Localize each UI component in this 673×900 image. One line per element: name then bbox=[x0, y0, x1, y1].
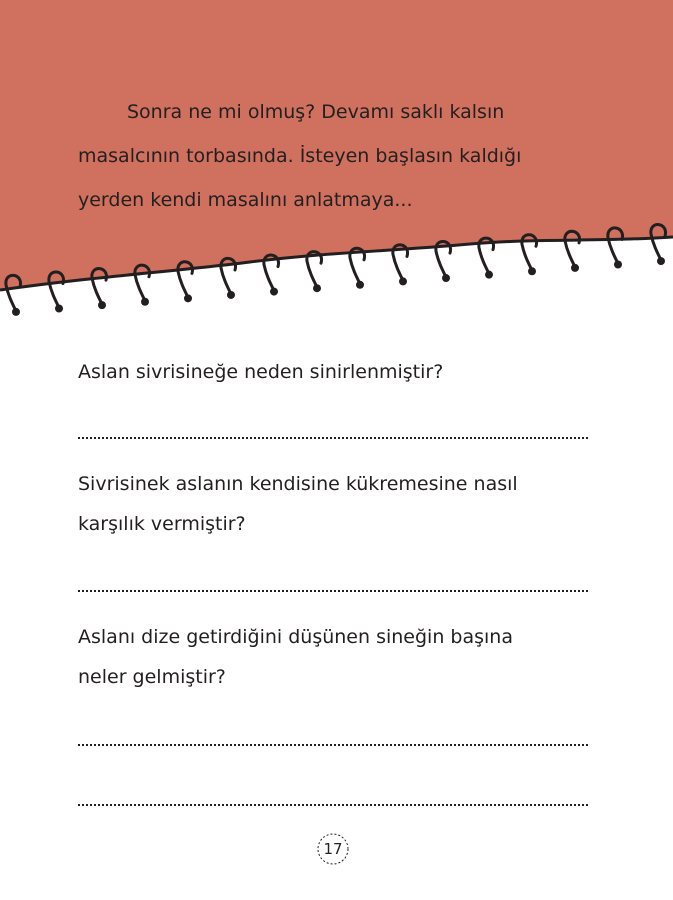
spiral-hole bbox=[528, 267, 536, 275]
question-text: Sivrisinek aslanın kendisine kükremesine nasıl bbox=[78, 473, 518, 495]
spiral-hole bbox=[270, 288, 278, 296]
question-text: karşılık vermiştir? bbox=[78, 513, 246, 535]
question-1 bbox=[78, 352, 598, 392]
page-number-text: 17 bbox=[323, 840, 343, 858]
answer-line-3[interactable] bbox=[78, 744, 588, 746]
spiral-hole bbox=[442, 274, 450, 282]
spiral-hole bbox=[399, 277, 407, 285]
intro-line: masalcının torbasında. İsteyen başlasın kaldığı bbox=[78, 145, 522, 167]
spiral-hole bbox=[614, 260, 622, 268]
spiral-hole bbox=[141, 298, 149, 306]
spiral-hole bbox=[227, 291, 235, 299]
spiral-hole bbox=[98, 301, 106, 309]
question-text: Aslanı dize getirdiğini düşünen sineğin başına bbox=[78, 626, 513, 648]
spiral-hole bbox=[55, 305, 63, 313]
intro-line: Sonra ne mi olmuş? Devamı saklı kalsın bbox=[127, 101, 505, 123]
spiral-hole bbox=[313, 284, 321, 292]
spiral-hole bbox=[571, 264, 579, 272]
intro-paragraph bbox=[78, 90, 558, 222]
spiral-hole bbox=[485, 271, 493, 279]
spiral-hole bbox=[657, 257, 665, 265]
question-2 bbox=[78, 464, 598, 544]
answer-line-4[interactable] bbox=[78, 804, 588, 806]
page-number bbox=[316, 832, 350, 866]
question-text: neler gelmiştir? bbox=[78, 666, 226, 688]
question-3 bbox=[78, 617, 598, 697]
answer-line-1[interactable] bbox=[78, 437, 588, 439]
spiral-hole bbox=[356, 281, 364, 289]
spiral-hole bbox=[12, 308, 20, 316]
answer-line-2[interactable] bbox=[78, 590, 588, 592]
intro-line: yerden kendi masalını anlatmaya... bbox=[78, 189, 413, 211]
spiral-hole bbox=[184, 294, 192, 302]
question-text: Aslan sivrisineğe neden sinirlenmiştir? bbox=[78, 361, 444, 383]
